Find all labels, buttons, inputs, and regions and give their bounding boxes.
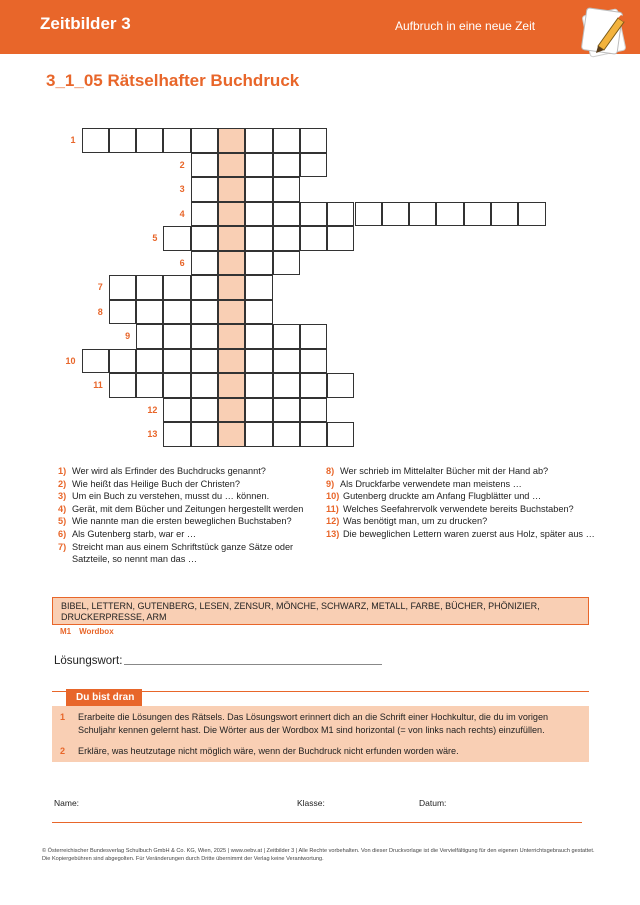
question-item — [58, 541, 318, 566]
crossword-cell[interactable] — [191, 251, 218, 276]
crossword-cell[interactable] — [245, 422, 272, 447]
solution-cell[interactable] — [218, 128, 245, 153]
crossword-cell[interactable] — [273, 128, 300, 153]
solution-cell[interactable] — [218, 251, 245, 276]
crossword-cell[interactable] — [109, 349, 136, 374]
crossword-cell[interactable] — [191, 128, 218, 153]
solution-cell[interactable] — [218, 349, 245, 374]
question-number: 11) — [326, 503, 339, 514]
crossword-cell[interactable] — [300, 398, 327, 423]
crossword-row-number: 9 — [125, 331, 131, 341]
crossword-row-number: 4 — [179, 208, 185, 219]
question-text: Die beweglichen Lettern waren zuerst aus Holz, später aus … — [343, 528, 595, 539]
crossword-cell[interactable] — [245, 324, 272, 349]
crossword-cell[interactable] — [163, 398, 190, 423]
crossword-cell[interactable] — [245, 349, 272, 374]
wordbox-label — [60, 627, 114, 636]
crossword-row-number: 12 — [147, 404, 158, 415]
question-text: Als Gutenberg starb, war er … — [72, 528, 197, 539]
crossword-cell[interactable] — [273, 398, 300, 423]
question-number: 9) — [326, 478, 335, 489]
footer-copyright: © Österreichischer Bundesverlag Schulbuch GmbH & Co. KG, Wien, 2025 | www.oebv.at | Zeitbilder 3 | Alle Rechte vorbehalten. Von dieser Druckvorlage ist die Vervielfältigung für den eigenen Unterrichtsgebrauch gestattet. Die Kopiergebühren sind abgegolten. Für Veränderungen durch Dritte übernimmt der Verlag keine Verantwortung. — [42, 848, 595, 862]
solution-cell[interactable] — [218, 202, 245, 227]
crossword-cell[interactable] — [191, 153, 218, 178]
crossword-row-number: 3 — [179, 184, 185, 194]
question-number: 1) — [58, 466, 67, 476]
question-text: Streicht man aus einem Schriftstück ganze Sätze oder Satzteile, so nennt man das … — [72, 541, 294, 565]
question-text: Was benötigt man, um zu drucken? — [343, 516, 488, 527]
task-text: Erkläre, was heutzutage nicht möglich wäre, wenn der Buchdruck nicht erfunden worden wäre. — [78, 746, 459, 756]
question-item — [326, 465, 596, 478]
book-title: Zeitbilder 3 — [40, 14, 131, 33]
crossword-cell[interactable] — [136, 300, 163, 325]
question-number: 6) — [58, 528, 67, 539]
crossword-cell[interactable] — [163, 324, 190, 349]
task-section-title: Du bist dran — [66, 689, 142, 706]
question-item — [326, 478, 596, 491]
crossword-cell[interactable] — [191, 226, 218, 251]
questions-right — [326, 465, 596, 541]
crossword-cell[interactable] — [464, 202, 491, 227]
task-number: 2 — [60, 746, 66, 756]
crossword-cell[interactable] — [163, 349, 190, 374]
crossword-cell[interactable] — [163, 128, 190, 153]
crossword-cell[interactable] — [327, 226, 354, 251]
crossword-cell[interactable] — [300, 226, 327, 251]
crossword-cell[interactable] — [191, 422, 218, 447]
class-label: Klasse: — [297, 798, 325, 808]
question-text: Wie heißt das Heilige Buch der Christen? — [72, 478, 241, 489]
crossword-cell[interactable] — [109, 300, 136, 325]
question-number: 3) — [58, 491, 67, 502]
crossword-row-number: 13 — [147, 429, 158, 439]
crossword-row-number: 2 — [179, 159, 185, 170]
crossword-cell[interactable] — [136, 373, 163, 398]
question-item — [58, 490, 318, 503]
task-list — [52, 706, 589, 762]
task-text: Erarbeite die Lösungen des Rätsels. Das Lösungswort erinnert dich an die Schrift einer Hochkultur, die du im vorigen Schuljahr kennen gelernt hast. Die Wörter aus der Wordbox M1 sind horizontal (= von links nach rechts) einzufüllen. — [78, 712, 549, 735]
crossword-cell[interactable] — [273, 422, 300, 447]
crossword-row-number: 7 — [97, 282, 103, 292]
crossword-cell[interactable] — [436, 202, 463, 227]
crossword-cell[interactable] — [163, 373, 190, 398]
solution-cell[interactable] — [218, 275, 245, 300]
crossword-cell[interactable] — [109, 275, 136, 300]
question-item — [58, 478, 318, 491]
crossword-cell[interactable] — [273, 177, 300, 202]
question-text: Gutenberg druckte am Anfang Flugblätter und … — [343, 491, 542, 502]
solution-cell[interactable] — [218, 398, 245, 423]
crossword-cell[interactable] — [109, 128, 136, 153]
question-text: Um ein Buch zu verstehen, musst du … können. — [72, 491, 270, 502]
question-text: Als Druckfarbe verwendete man meistens … — [340, 478, 522, 489]
crossword-cell[interactable] — [273, 202, 300, 227]
solution-cell[interactable] — [218, 226, 245, 251]
crossword-cell[interactable] — [300, 349, 327, 374]
crossword-cell[interactable] — [191, 373, 218, 398]
solution-cell[interactable] — [218, 153, 245, 178]
crossword-cell[interactable] — [300, 153, 327, 178]
crossword-cell[interactable] — [300, 202, 327, 227]
wordbox-label-id: M1 — [60, 627, 72, 636]
question-number: 8) — [326, 466, 335, 476]
crossword-row-number: 5 — [152, 233, 158, 243]
crossword-row-number: 6 — [179, 257, 185, 268]
question-number: 2) — [58, 478, 67, 489]
solution-cell[interactable] — [218, 300, 245, 325]
crossword-cell[interactable] — [327, 202, 354, 227]
crossword-cell[interactable] — [245, 226, 272, 251]
crossword-cell[interactable] — [245, 202, 272, 227]
crossword-cell[interactable] — [273, 226, 300, 251]
crossword-cell[interactable] — [191, 349, 218, 374]
question-text: Wer schrieb im Mittelalter Bücher mit der Hand ab? — [340, 466, 549, 476]
crossword-cell[interactable] — [191, 177, 218, 202]
wordbox-label-text: Wordbox — [79, 627, 114, 636]
question-item — [58, 465, 318, 478]
solution-cell[interactable] — [218, 177, 245, 202]
crossword-row-number: 1 — [70, 135, 76, 145]
crossword-cell[interactable] — [163, 275, 190, 300]
crossword-cell[interactable] — [163, 422, 190, 447]
crossword-cell[interactable] — [518, 202, 545, 227]
crossword-cell[interactable] — [300, 128, 327, 153]
crossword-row-number: 8 — [97, 306, 103, 317]
crossword-cell[interactable] — [191, 300, 218, 325]
crossword-cell[interactable] — [273, 153, 300, 178]
page-title: 3_1_05 Rätselhafter Buchdruck — [46, 71, 300, 90]
crossword-cell[interactable] — [136, 128, 163, 153]
task-item — [60, 711, 583, 737]
question-number: 5) — [58, 516, 67, 527]
crossword-row-number: 11 — [93, 380, 103, 390]
date-label: Datum: — [419, 798, 447, 808]
crossword-cell[interactable] — [163, 300, 190, 325]
question-item — [58, 515, 318, 528]
question-item — [58, 528, 318, 541]
question-number: 12) — [326, 516, 340, 527]
crossword-cell[interactable] — [136, 275, 163, 300]
question-item — [326, 528, 596, 541]
question-number: 10) — [326, 491, 340, 502]
question-number: 4) — [58, 503, 67, 514]
crossword-cell[interactable] — [163, 226, 190, 251]
crossword-cell[interactable] — [409, 202, 436, 227]
crossword-cell[interactable] — [491, 202, 518, 227]
solution-word-field[interactable] — [124, 664, 382, 665]
crossword-cell[interactable] — [245, 128, 272, 153]
crossword-cell[interactable] — [245, 275, 272, 300]
solution-cell[interactable] — [218, 324, 245, 349]
solution-cell[interactable] — [218, 373, 245, 398]
question-item — [326, 503, 596, 516]
crossword-cell[interactable] — [245, 177, 272, 202]
crossword-cell[interactable] — [136, 349, 163, 374]
crossword-cell[interactable] — [300, 324, 327, 349]
task-number: 1 — [60, 712, 66, 722]
question-text: Welches Seefahrervolk verwendete bereits Buchstaben? — [343, 503, 574, 514]
name-label: Name: — [54, 798, 80, 808]
signature-line — [52, 822, 582, 823]
crossword-cell[interactable] — [191, 275, 218, 300]
crossword-cell[interactable] — [355, 202, 382, 227]
crossword-cell[interactable] — [300, 422, 327, 447]
question-number: 13) — [326, 528, 340, 539]
solution-cell[interactable] — [218, 422, 245, 447]
question-number: 7) — [58, 541, 67, 552]
question-item — [326, 490, 596, 503]
question-text: Gerät, mit dem Bücher und Zeitungen hergestellt werden — [72, 503, 304, 514]
crossword-cell[interactable] — [273, 251, 300, 276]
crossword-cell[interactable] — [273, 373, 300, 398]
crossword-cell[interactable] — [191, 202, 218, 227]
crossword-cell[interactable] — [109, 373, 136, 398]
question-text: Wer wird als Erfinder des Buchdrucks genannt? — [72, 466, 266, 476]
crossword-cell[interactable] — [245, 251, 272, 276]
crossword-cell[interactable] — [82, 128, 109, 153]
wordbox: BIBEL, LETTERN, GUTENBERG, LESEN, ZENSUR, MÖNCHE, SCHWARZ, METALL, FARBE, BÜCHER, PHÖNIZIER, DRUCKERPRESSE, ARM — [52, 597, 589, 625]
crossword-row-number: 10 — [65, 355, 76, 366]
crossword-cell[interactable] — [273, 349, 300, 374]
question-text: Wie nannte man die ersten beweglichen Buchstaben? — [72, 516, 292, 527]
crossword-cell[interactable] — [273, 324, 300, 349]
task-item — [60, 745, 583, 758]
crossword-cell[interactable] — [82, 349, 109, 374]
crossword-cell[interactable] — [245, 398, 272, 423]
crossword-cell[interactable] — [191, 398, 218, 423]
crossword-cell[interactable] — [245, 373, 272, 398]
crossword-cell[interactable] — [136, 324, 163, 349]
crossword-cell[interactable] — [245, 300, 272, 325]
solution-word-label: Lösungswort: — [54, 655, 123, 667]
crossword-cell[interactable] — [327, 422, 354, 447]
crossword-cell[interactable] — [327, 373, 354, 398]
crossword-cell[interactable] — [245, 153, 272, 178]
crossword-cell[interactable] — [300, 373, 327, 398]
questions-left — [58, 465, 318, 566]
crossword-cell[interactable] — [191, 324, 218, 349]
question-item — [58, 503, 318, 516]
chapter-subtitle: Aufbruch in eine neue Zeit — [395, 19, 536, 33]
crossword-cell[interactable] — [382, 202, 409, 227]
question-item — [326, 515, 596, 528]
